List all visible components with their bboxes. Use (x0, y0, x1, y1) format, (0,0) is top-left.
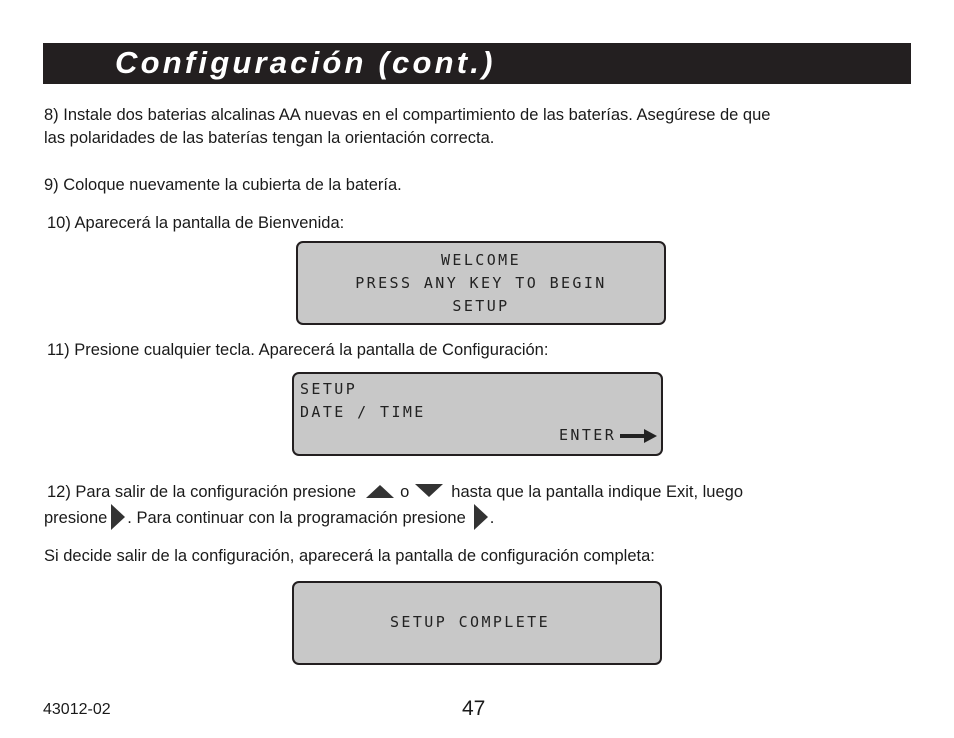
step-10: 10) Aparecerá la pantalla de Bienvenida: (47, 214, 345, 232)
triangle-down-icon (415, 484, 443, 497)
step-12-text-b: o (400, 483, 410, 501)
step-12-line-1 (47, 481, 743, 504)
page-number: 47 (462, 697, 486, 720)
lcd-complete-line-1: SETUP COMPLETE (390, 613, 551, 631)
document-code: 43012-02 (43, 701, 111, 718)
triangle-right-icon (111, 504, 125, 530)
lcd-setup-line-1: SETUP (300, 380, 358, 398)
step-12-text-d: presione (44, 509, 108, 527)
step-8-line-2: las polaridades de las baterías tengan la orientación correcta. (44, 129, 495, 147)
lcd-setup-screen (292, 372, 663, 456)
step-12-text-f: . (489, 509, 495, 527)
section-header-bar (43, 43, 911, 84)
lcd-setup-line-2: DATE / TIME (300, 403, 426, 421)
exit-note: Si decide salir de la configuración, aparecerá la pantalla de configuración completa: (44, 547, 655, 565)
step-11: 11) Presione cualquier tecla. Aparecerá la pantalla de Configuración: (47, 341, 549, 359)
step-8-line-1: 8) Instale dos baterias alcalinas AA nuevas en el compartimiento de las baterías. Asegúrese de que (44, 106, 771, 124)
lcd-setup-enter-label: ENTER (559, 426, 617, 444)
page-title: Configuración (cont.) (115, 45, 496, 80)
triangle-right-icon (474, 504, 488, 530)
lcd-welcome-line-1: WELCOME (440, 251, 521, 269)
triangle-up-icon (366, 485, 394, 498)
arrow-right-icon (620, 429, 658, 443)
lcd-welcome-screen (296, 241, 666, 325)
step-12-line-2 (44, 504, 494, 530)
step-12-text-c: hasta que la pantalla indique Exit, luego (451, 483, 743, 501)
lcd-welcome-line-3: SETUP (452, 297, 510, 315)
lcd-complete-screen (292, 581, 662, 665)
lcd-welcome-line-2: PRESS ANY KEY TO BEGIN (355, 274, 607, 292)
step-12-text-a: 12) Para salir de la configuración presione (47, 483, 357, 501)
step-12-text-e: . Para continuar con la programación presione (127, 509, 466, 527)
step-9: 9) Coloque nuevamente la cubierta de la batería. (44, 176, 402, 194)
